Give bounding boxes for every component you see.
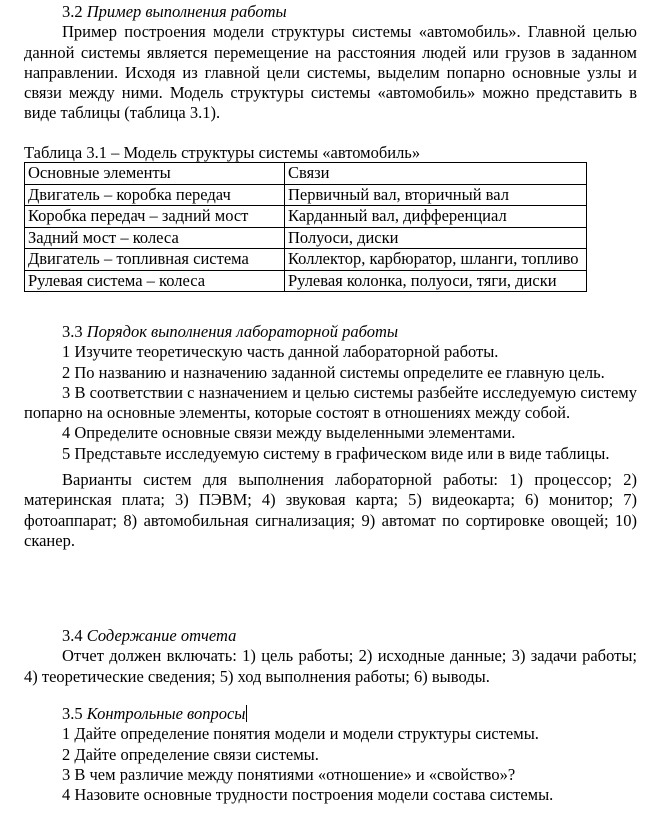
section-title: Пример выполнения работы (86, 2, 287, 21)
table-row (25, 184, 587, 206)
question-item: 3 В чем различие между понятиями «отношение» и «свойство»? (62, 764, 516, 784)
table-row (25, 249, 587, 271)
section-heading (24, 704, 637, 724)
section-title: Порядок выполнения лабораторной работы (86, 322, 399, 341)
structure-table (24, 162, 587, 292)
header-cell: Основные элементы (25, 163, 285, 185)
section-3-2 (24, 2, 637, 124)
table-cell: Коробка передач – задний мост (25, 206, 285, 228)
list-item: 5 Представьте исследуемую систему в графическом виде или в виде таблицы. (62, 443, 610, 463)
variants-paragraph: Варианты систем для выполнения лабораторной работы: 1) процессор; 2) материнская плата; 3) ПЭВМ; 4) звуковая карта; 5) видеокарта; 6) монитор; 7) фотоаппарат; 8) автомобильная сигнализация; 9) автомат по сортировке овощей; 10) сканер. (24, 470, 637, 550)
section-heading (24, 2, 637, 22)
table-cell: Двигатель – топливная система (25, 249, 285, 271)
table-caption: Таблица 3.1 – Модель структуры системы «автомобиль» (24, 143, 421, 162)
section-title: Содержание отчета (86, 626, 237, 645)
paragraph: Отчет должен включать: 1) цель работы; 2) исходные данные; 3) задачи работы; 4) теоретические сведения; 5) ход выполнения работы; 6) выводы. (24, 646, 637, 686)
table-cell: Карданный вал, дифференциал (285, 206, 587, 228)
list-item: 2 По названию и назначению заданной системы определите ее главную цель. (62, 362, 605, 382)
section-3-5 (24, 704, 637, 805)
section-number: 3.2 (62, 2, 83, 21)
table-row (25, 206, 587, 228)
table-cell: Первичный вал, вторичный вал (285, 184, 587, 206)
section-heading (24, 626, 637, 646)
question-item: 4 Назовите основные трудности построения модели состава системы. (62, 785, 554, 805)
question-item: 1 Дайте определение понятия модели и модели структуры системы. (62, 724, 539, 744)
list-item: 4 Определите основные связи между выделенными элементами. (62, 423, 516, 443)
list-item: 1 Изучите теоретическую часть данной лабораторной работы. (62, 342, 499, 362)
section-number: 3.3 (62, 322, 83, 341)
table-row (25, 270, 587, 292)
section-3-4 (24, 626, 637, 687)
section-number: 3.5 (62, 704, 83, 723)
section-title: Контрольные вопросы (86, 704, 246, 723)
table-cell: Коллектор, карбюратор, шланги, топливо (285, 249, 587, 271)
table-cell: Двигатель – коробка передач (25, 184, 285, 206)
list-item: 3 В соответствии с назначением и целью системы разбейте исследуемую систему попарно на основные элементы, которые состоят в отношениях между собой. (24, 382, 637, 423)
table-cell: Задний мост – колеса (25, 227, 285, 249)
section-heading (24, 322, 637, 342)
table-header-row (25, 163, 587, 185)
table-cell: Полуоси, диски (285, 227, 587, 249)
table-cell: Рулевая колонка, полуоси, тяги, диски (285, 270, 587, 292)
header-cell: Связи (285, 163, 587, 185)
text-cursor (246, 705, 247, 722)
section-number: 3.4 (62, 626, 83, 645)
table-cell: Рулевая система – колеса (25, 270, 285, 292)
table-row (25, 227, 587, 249)
section-3-3 (24, 322, 637, 551)
question-item: 2 Дайте определение связи системы. (62, 744, 319, 764)
paragraph: Пример построения модели структуры системы «автомобиль». Главной целью данной системы является перемещение на расстояния людей или грузов в заданном направлении. Исходя из главной цели системы, выделим попарно основные узлы и связи между ними. Модель структуры системы «автомобиль» можно представить в виде таблицы (таблица 3.1). (24, 22, 637, 123)
